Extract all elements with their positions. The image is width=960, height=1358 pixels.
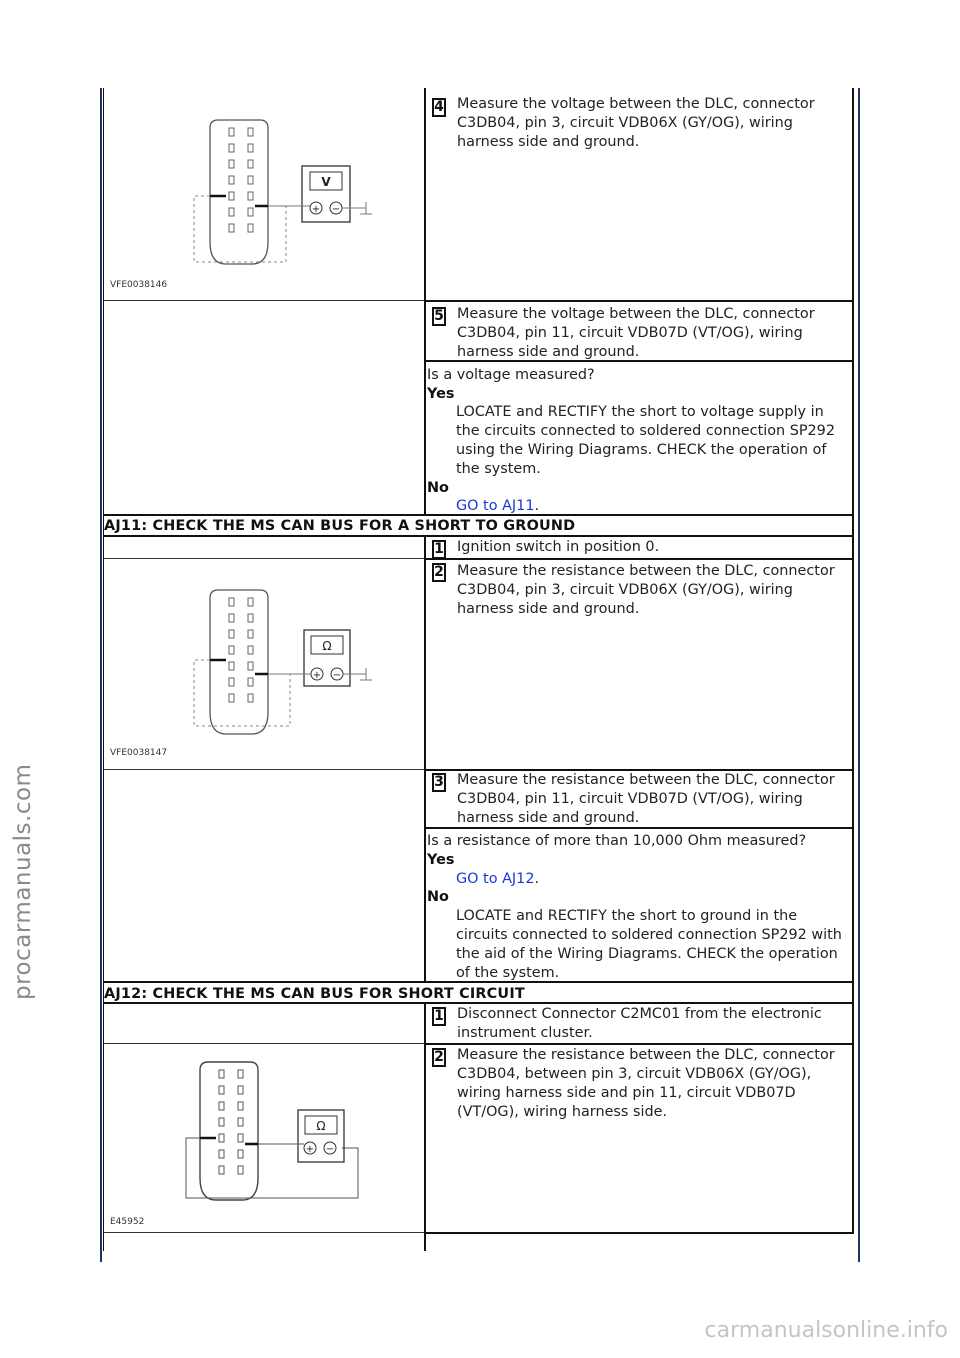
answer-no-body: GO to AJ11. (456, 498, 540, 514)
step-number-badge: 2 (432, 563, 446, 582)
answer-yes-body: GO to AJ12. (456, 871, 540, 887)
answer-no-text: LOCATE and RECTIFY the short to ground in the circuits connected to soldered connection SP292 with the aid of the Wiring Diagrams. CHECK the operation of the system. (456, 908, 842, 981)
svg-text:+: + (311, 204, 321, 215)
step-text: Measure the resistance between the DLC, connector C3DB04, pin 3, circuit VDB06X (GY/OG), wiring harness side and ground. (457, 563, 835, 617)
section-title-aj12: AJ12: CHECK THE MS CAN BUS FOR SHORT CIRCUIT (104, 986, 525, 1002)
step-number-badge: 1 (432, 540, 446, 559)
go-to-aj11-link[interactable]: GO to AJ11 (456, 498, 535, 514)
go-to-aj12-link[interactable]: GO to AJ12 (456, 871, 535, 887)
step-text: Ignition switch in position 0. (457, 539, 660, 555)
figure-id-label: VFE0038147 (110, 748, 168, 758)
page-right-rule (858, 88, 860, 1262)
svg-text:+: + (312, 670, 322, 681)
step-number-badge: 3 (432, 773, 446, 792)
step-number-badge: 1 (432, 1007, 446, 1026)
dlc-voltage-diagram (110, 108, 410, 294)
step-number-badge: 5 (432, 307, 446, 326)
svg-text:−: − (332, 670, 342, 681)
step-text: Disconnect Connector C2MC01 from the electronic instrument cluster. (457, 1006, 822, 1041)
svg-text:−: − (331, 204, 341, 215)
answer-no-label: No (427, 480, 449, 496)
step-number-badge: 2 (432, 1048, 446, 1067)
page-left-rule (100, 88, 102, 1262)
answer-yes-label: Yes (427, 386, 455, 402)
step-text: Measure the resistance between the DLC, connector C3DB04, pin 11, circuit VDB07D (VT/OG), wiring harness side and ground. (457, 772, 835, 826)
figure-id-label: VFE0038146 (110, 280, 168, 290)
svg-text:+: + (305, 1144, 315, 1155)
question-text: Is a voltage measured? (427, 367, 595, 383)
figure-id-label: E45952 (110, 1217, 145, 1227)
meter-symbol-ohm: Ω (322, 639, 332, 653)
answer-no-label: No (427, 889, 449, 905)
answer-yes-label: Yes (427, 852, 455, 868)
meter-symbol-ohm: Ω (316, 1119, 326, 1133)
dlc-short-circuit-diagram (110, 1052, 410, 1230)
bottom-watermark: carmanualsonline.info (704, 1318, 948, 1343)
section-title-aj11: AJ11: CHECK THE MS CAN BUS FOR A SHORT TO GROUND (104, 518, 576, 534)
answer-yes-text: LOCATE and RECTIFY the short to voltage supply in the circuits connected to soldered connection SP292 using the Wiring Diagrams. CHECK the operation of the system. (456, 404, 835, 477)
step-number-badge: 4 (432, 98, 446, 117)
step-text: Measure the resistance between the DLC, connector C3DB04, between pin 3, circuit VDB06X (GY/OG), wiring harness side and pin 11, circuit VDB07D (VT/OG), wiring harness side. (457, 1047, 835, 1120)
dlc-resistance-ground-diagram (110, 578, 410, 764)
side-watermark: procarmanuals.com (10, 763, 36, 1000)
meter-symbol-v: V (321, 175, 331, 189)
question-text: Is a resistance of more than 10,000 Ohm measured? (427, 833, 807, 849)
svg-text:−: − (325, 1144, 335, 1155)
step-text: Measure the voltage between the DLC, connector C3DB04, pin 11, circuit VDB07D (VT/OG), wiring harness side and ground. (457, 306, 815, 360)
step-text: Measure the voltage between the DLC, connector C3DB04, pin 3, circuit VDB06X (GY/OG), wiring harness side and ground. (457, 96, 815, 150)
